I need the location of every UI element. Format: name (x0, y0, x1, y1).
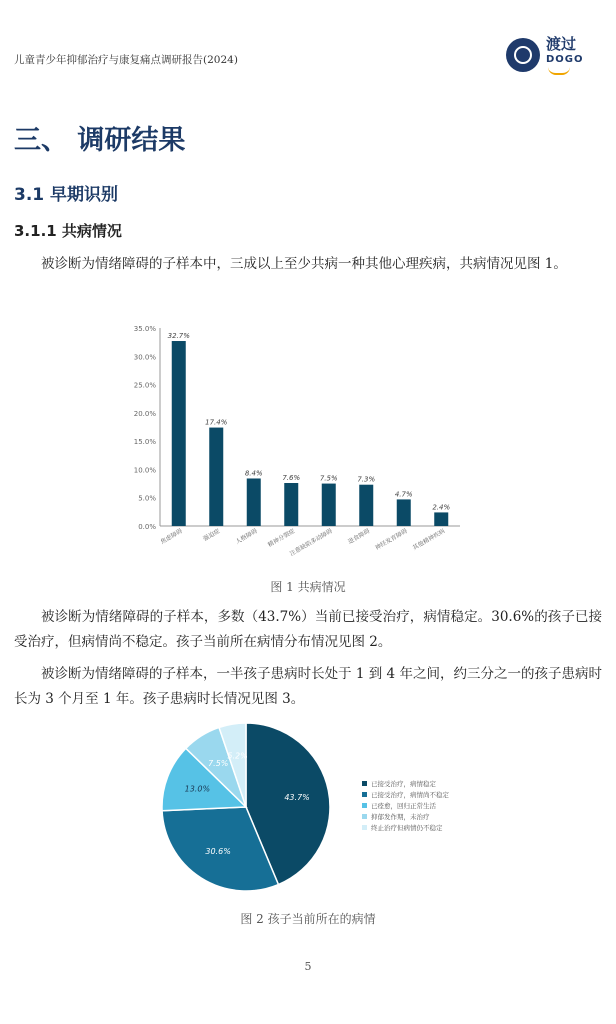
subsubsection-title: 3.1.1 共病情况 (14, 222, 122, 240)
y-tick-label: 30.0% (133, 353, 156, 362)
y-tick-label: 5.0% (138, 494, 156, 503)
logo-name: 渡过 (546, 35, 577, 53)
figure-1-caption: 图 1 共病情况 (270, 580, 346, 594)
x-tick-label: 其他精神疾病 (411, 527, 447, 552)
bar-value-label: 7.3% (357, 475, 376, 484)
y-tick-label: 0.0% (138, 523, 156, 531)
bar (172, 341, 186, 526)
bar (322, 484, 336, 526)
bar (284, 483, 298, 526)
x-tick-label: 神经发育障碍 (374, 527, 409, 552)
paragraph-3: 被诊断为情绪障碍的子样本，一半孩子患病时长处于 1 到 4 年之间，约三分之一的孩子患病时长为 3 个月至 1 年。孩子患病时长情况见图 3。 (14, 666, 602, 707)
bar (359, 485, 373, 526)
x-tick-label: 人格障碍 (234, 527, 259, 546)
bar-value-label: 4.7% (394, 490, 413, 499)
logo-smile-icon (548, 67, 570, 75)
legend-swatch (362, 814, 367, 819)
pie-value-label: 7.5% (208, 758, 229, 768)
section-title: 三、 调研结果 (14, 125, 186, 156)
figure-2-caption: 图 2 孩子当前所在的病情 (240, 912, 376, 926)
bar-value-label: 32.7% (167, 332, 190, 341)
comorbidity-bar-chart (100, 318, 480, 558)
pie-value-label: 30.6% (205, 846, 231, 856)
bar-value-label: 2.4% (432, 503, 451, 512)
logo-emblem-icon (506, 38, 540, 72)
legend-label: 抑郁发作期，未治疗 (371, 813, 430, 821)
subsection-title: 3.1 早期识别 (14, 185, 119, 205)
x-tick-label: 精神分裂症 (266, 527, 297, 549)
legend-label: 已接受治疗，病情稳定 (371, 780, 436, 788)
pie-value-label: 5.2% (227, 751, 248, 761)
bar (397, 499, 411, 526)
bar-value-label: 7.5% (319, 474, 338, 483)
bar (247, 478, 261, 526)
pie-value-label: 43.7% (284, 792, 310, 802)
brand-logo (506, 34, 598, 80)
legend-swatch (362, 781, 367, 786)
x-tick-label: 注意缺陷多动障碍 (288, 527, 334, 558)
bar-value-label: 7.6% (282, 474, 301, 483)
legend-label: 已接受治疗，病情尚不稳定 (371, 791, 449, 799)
page-header: 儿童青少年抑郁治疗与康复痛点调研报告(2024) (14, 54, 238, 66)
paragraph-2: 被诊断为情绪障碍的子样本，多数（43.7%）当前已接受治疗，病情稳定。30.6%的孩子已接受治疗，但病情尚不稳定。孩子当前所在病情分布情况见图 2。 (14, 609, 602, 650)
condition-pie-chart (150, 722, 490, 902)
x-tick-label: 焦虑障碍 (159, 527, 184, 546)
logo-sub: DOGO (546, 54, 584, 65)
legend-swatch (362, 803, 367, 808)
legend-swatch (362, 792, 367, 797)
bar-value-label: 8.4% (244, 469, 263, 478)
y-tick-label: 25.0% (133, 381, 156, 390)
paragraph-1: 被诊断为情绪障碍的子样本中，三成以上至少共病一种其他心理疾病，共病情况见图 1。 (41, 256, 567, 272)
y-tick-label: 10.0% (133, 466, 156, 475)
y-tick-label: 20.0% (133, 409, 156, 418)
y-tick-label: 15.0% (133, 438, 156, 447)
legend-label: 终止治疗但病情仍不稳定 (371, 824, 443, 832)
bar (209, 428, 223, 526)
x-tick-label: 进食障碍 (346, 527, 372, 546)
page-number: 5 (304, 960, 312, 973)
y-tick-label: 35.0% (133, 325, 156, 333)
bar (434, 512, 448, 526)
x-tick-label: 强迫症 (202, 527, 222, 543)
legend-label: 已痊愈，回归正常生活 (371, 802, 436, 810)
legend-swatch (362, 825, 367, 830)
pie-value-label: 13.0% (184, 784, 211, 794)
bar-value-label: 17.4% (205, 418, 228, 427)
